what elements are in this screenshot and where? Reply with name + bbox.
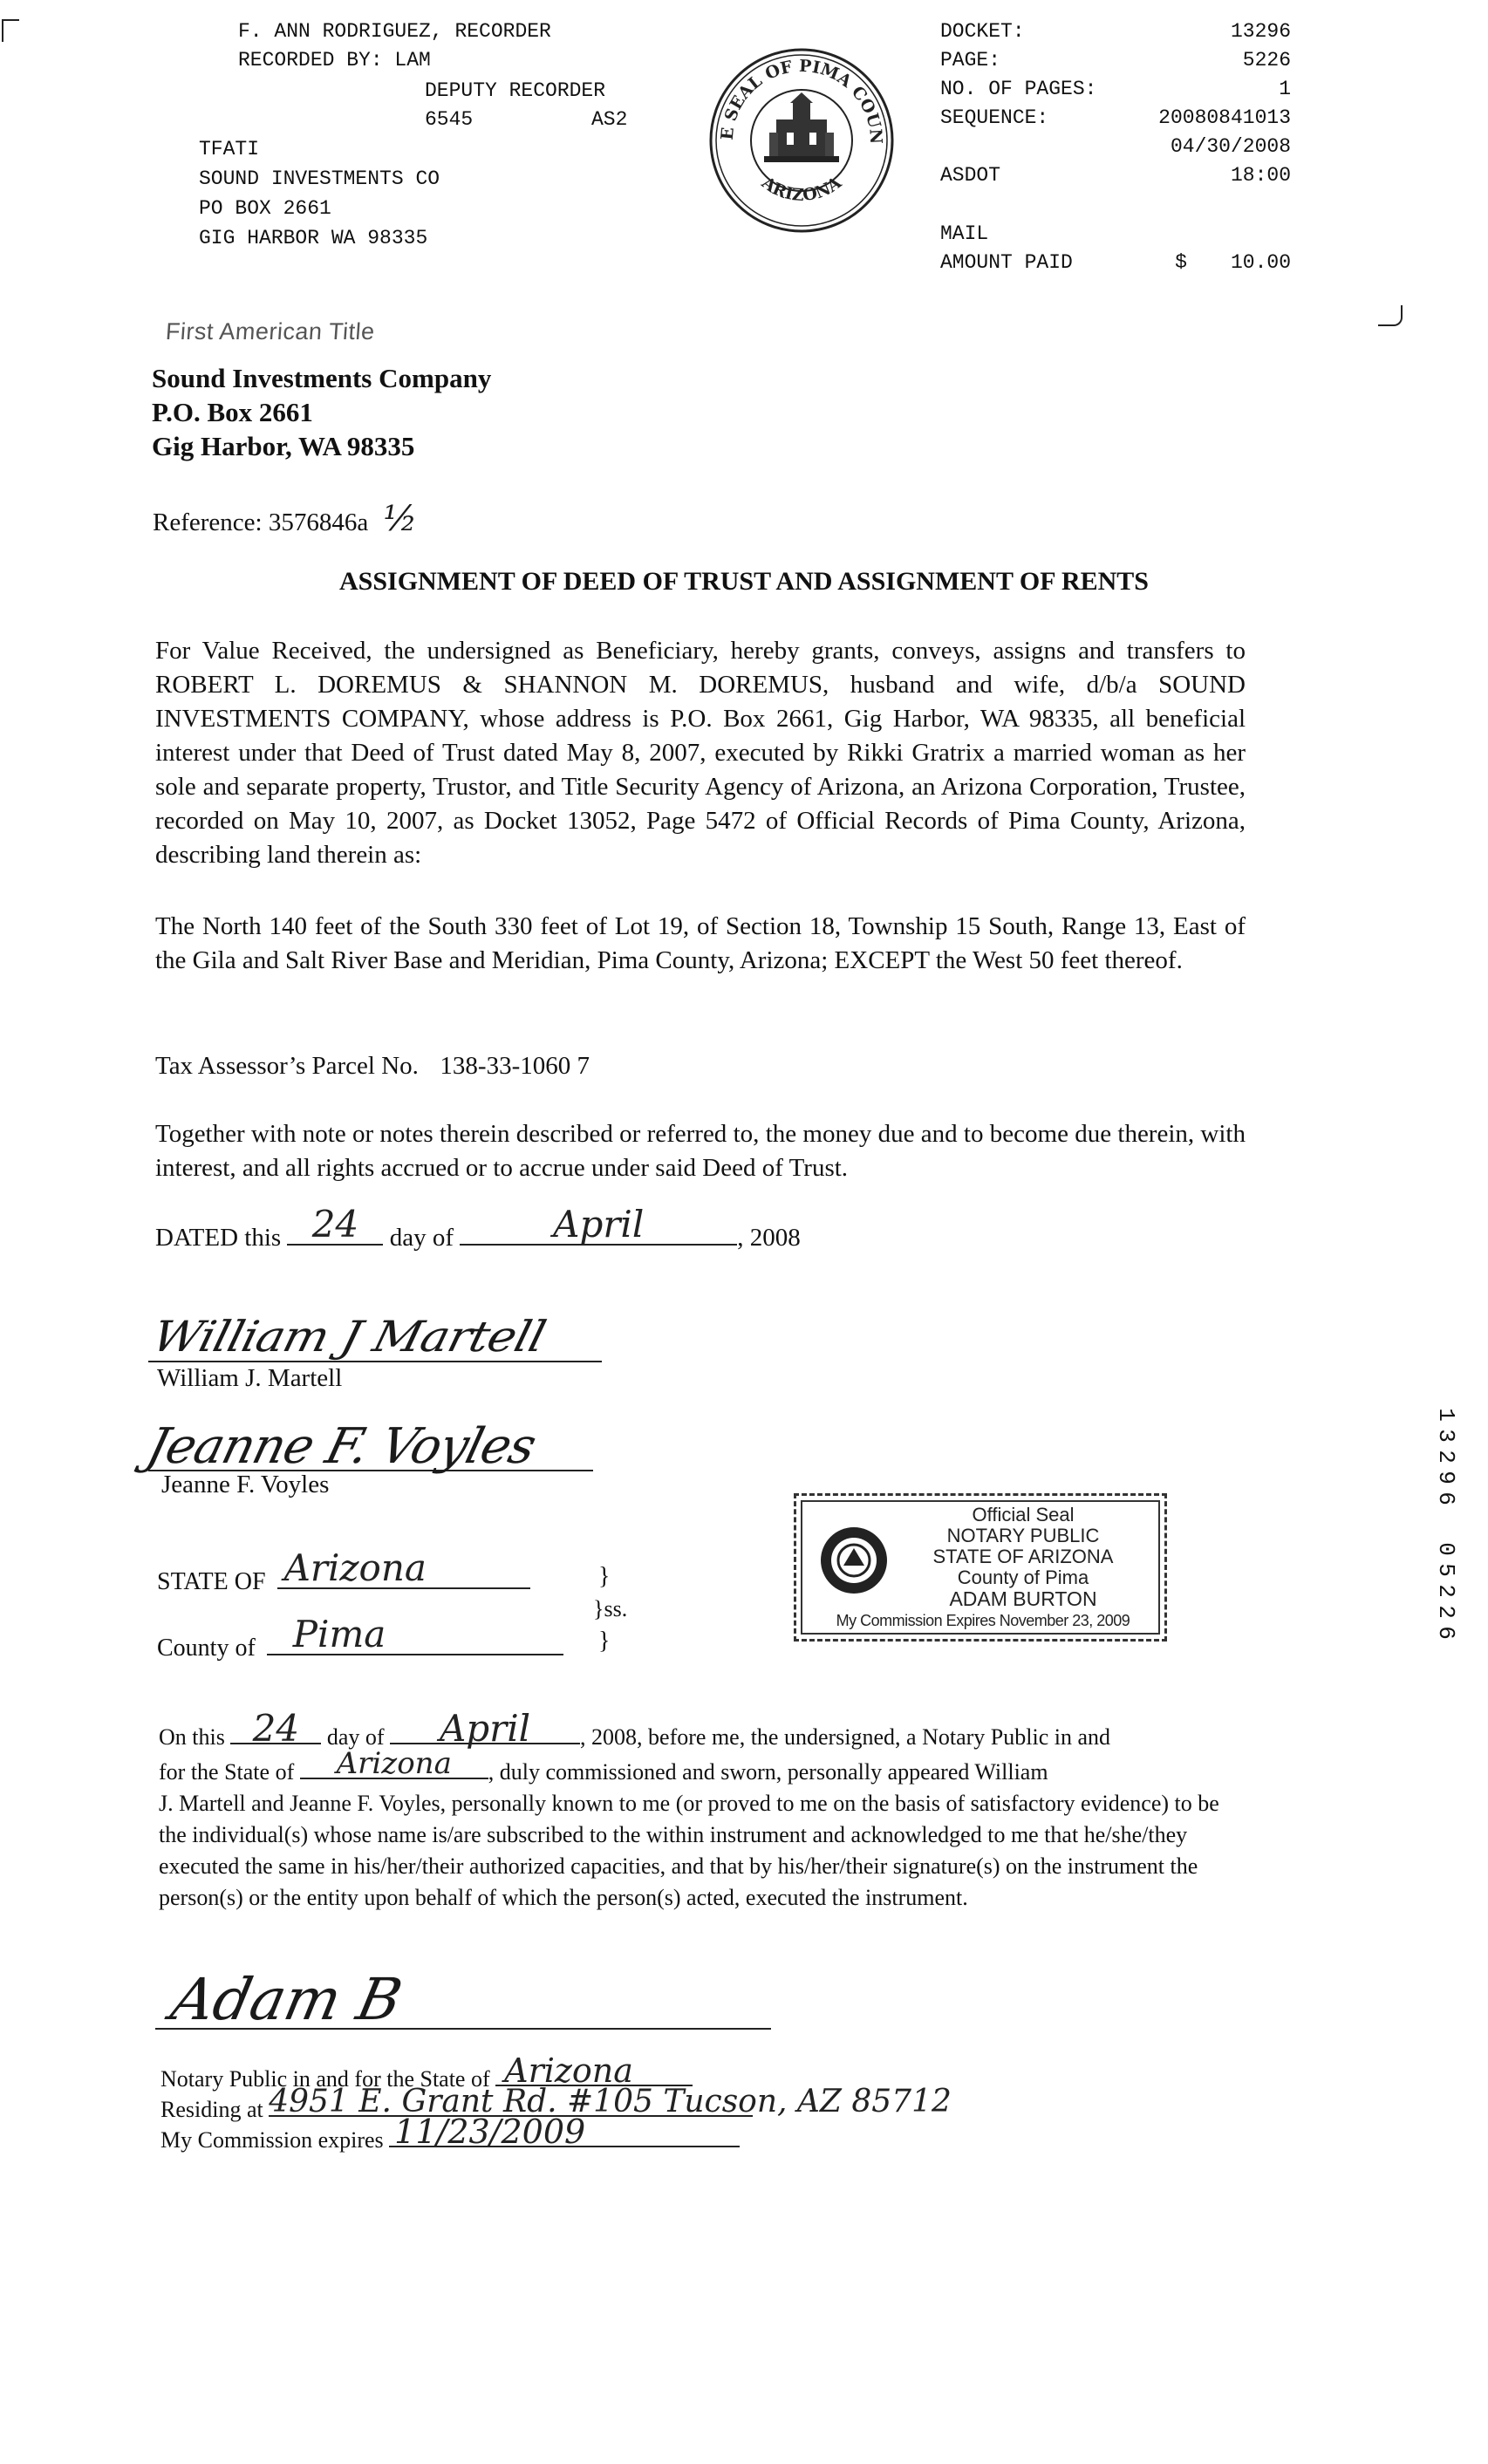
paragraph-assignment: For Value Received, the undersigned as Beneficiary, hereby grants, conveys, assigns and transfers to ROBERT L. DOREMUS & SHANNON M. DOREMUS, husband and wife, d/b/a SOUND INVESTMENTS COMPANY, whose address is P.O. Box 2661, Gig Harbor, WA 98335, all beneficial interest under that Deed of Trust dated May 8, 2007, executed by Rikki Gratrix a married woman as her sole and separate property, Trustor, and Title Security Agency of Arizona, an Arizona Corporation, Trustee, recorded on May 10, 2007, as Docket 13052, Page 5472 of Official Records of Pima County, Arizona, describing land therein as: — [155, 637, 1246, 869]
notary-expires: 11/23/2009 — [394, 2112, 586, 2151]
return-city: GIG HARBOR WA 98335 — [199, 227, 428, 249]
ack-after-state: , duly commissioned and sworn, personally appeared William — [488, 1759, 1048, 1785]
return-name: SOUND INVESTMENTS CO — [199, 167, 440, 190]
dated-day-of: day of — [389, 1224, 454, 1252]
county-value: Pima — [292, 1613, 386, 1655]
arizona-seal-icon — [819, 1525, 889, 1595]
pages-value: 1 — [1279, 78, 1291, 100]
notary-block — [160, 2051, 1120, 2153]
county-seal-icon — [706, 45, 897, 235]
margin-stamp-char: 9 — [1433, 1471, 1459, 1485]
dated-year: , 2008 — [737, 1224, 801, 1252]
venue-ss: }ss. — [593, 1596, 628, 1621]
paragraph-together: Together with note or notes therein described or referred to, the money due and to become due therein, with interest, and all rights accrued or to accrue under said Deed of Trust. — [155, 1120, 1246, 1182]
record-date: 04/30/2008 — [1170, 135, 1291, 158]
return-box: PO BOX 2661 — [199, 197, 331, 220]
margin-stamp — [1430, 1404, 1462, 1643]
amount-value: 10.00 — [1230, 251, 1291, 274]
signature-1-script: William J Martell — [147, 1312, 550, 1362]
ack-on-this: On this — [159, 1724, 225, 1750]
county-seal — [706, 45, 897, 235]
sequence-label: SEQUENCE: — [940, 106, 1049, 129]
return-label: TFATI — [199, 138, 260, 160]
venue-county — [157, 1613, 563, 1662]
margin-stamp-char: 6 — [1433, 1491, 1459, 1505]
notary-seal-line-3: STATE OF ARIZONA — [932, 1546, 1114, 1567]
ack-day: 24 — [252, 1707, 300, 1750]
dated-prefix: DATED this — [155, 1224, 282, 1252]
venue-brace-1: } — [598, 1563, 611, 1590]
dated-month: April — [553, 1203, 645, 1246]
margin-stamp-char: 2 — [1433, 1584, 1459, 1598]
reference-value: 3576846a — [268, 508, 369, 536]
dated-line — [155, 1203, 801, 1252]
docket-label: DOCKET: — [940, 20, 1025, 43]
signature-1 — [148, 1291, 602, 1362]
reference-line — [153, 499, 417, 539]
parcel-label: Tax Assessor’s Parcel No. — [155, 1052, 419, 1080]
notary-state: Arizona — [504, 2051, 633, 2090]
reference-label: Reference: — [153, 508, 263, 536]
mail-label: MAIL — [940, 222, 989, 245]
recorded-by: RECORDED BY: LAM — [238, 49, 431, 72]
signer-2-name: Jeanne F. Voyles — [161, 1471, 330, 1498]
notary-line-1: Notary Public in and for the State of — [160, 2066, 490, 2092]
margin-stamp-char: 0 — [1433, 1542, 1459, 1556]
county-label: County of — [157, 1635, 256, 1662]
venue-state — [157, 1546, 530, 1596]
paragraph-legal-description: The North 140 feet of the South 330 feet of Lot 19, of Section 18, Township 15 South, Range 13, East of the Gila and Salt River Base and Meridian, Pima County, Arizona; EXCEPT the West 50 feet thereof. — [155, 912, 1246, 974]
svg-text:THE SEAL OF PIMA COUNTY: E SEAL OF PIMA COUN — [717, 56, 886, 145]
recorder-code: 6545 — [425, 108, 474, 131]
ack-state: Arizona — [336, 1746, 452, 1781]
venue-brace-2: } — [598, 1628, 611, 1655]
addressee-block — [152, 361, 491, 463]
notary-signature-script: Adam B — [165, 1966, 408, 2033]
ack-rest: J. Martell and Jeanne F. Voyles, personally known to me (or proved to me on the basis of satisfactory evidence) to be the individual(s) whose name is/are subscribed to the within instrument and acknowledged to me that he/she/they executed the same in his/her/their authorized capacities, and that by his/her/their signature(s) on the instrument the person(s) or the entity upon behalf of which the person(s) acted, executed the instrument. — [159, 1791, 1219, 1910]
state-value: Arizona — [283, 1546, 427, 1589]
parcel-value: 138-33-1060 7 — [440, 1052, 590, 1080]
page-label: PAGE: — [940, 49, 1001, 72]
notary-line-3: My Commission expires — [160, 2127, 384, 2153]
margin-stamp-char: 2 — [1433, 1605, 1459, 1619]
reference-mark: ½ — [383, 499, 418, 539]
notary-seal-line-5: ADAM BURTON — [949, 1587, 1097, 1610]
notary-seal-line-4: County of Pima — [957, 1566, 1089, 1588]
title-company-stamp: First American Title — [164, 318, 376, 345]
margin-stamp-char: 5 — [1433, 1563, 1459, 1577]
notary-seal-line-1: Official Seal — [972, 1504, 1075, 1525]
addressee-box: P.O. Box 2661 — [152, 397, 313, 427]
state-label: STATE OF — [157, 1568, 266, 1595]
record-time: 18:00 — [1230, 164, 1291, 187]
corner-mark — [2, 19, 19, 42]
margin-stamp-char: 6 — [1433, 1626, 1459, 1640]
margin-stamp-char: 2 — [1433, 1450, 1459, 1464]
notary-seal-stamp — [794, 1493, 1167, 1642]
parcel-line — [155, 1049, 1246, 1083]
ack-after-month: , 2008, before me, the undersigned, a Notary Public in and — [580, 1724, 1110, 1750]
ack-month: April — [439, 1707, 531, 1750]
pages-label: NO. OF PAGES: — [940, 78, 1097, 100]
addressee-city: Gig Harbor, WA 98335 — [152, 431, 415, 461]
recording-info — [940, 17, 1291, 277]
deputy-recorder: DEPUTY RECORDER — [425, 79, 606, 102]
signer-1-name: William J. Martell — [157, 1364, 343, 1392]
acknowledgment — [159, 1707, 1240, 1914]
recorder-code-2: AS2 — [591, 108, 628, 131]
margin-stamp-char: 3 — [1433, 1429, 1459, 1443]
notary-seal-line-2: NOTARY PUBLIC — [946, 1525, 1100, 1546]
notary-line-2: Residing at — [160, 2097, 263, 2122]
svg-text:ARIZONA: ARIZONA — [758, 173, 845, 206]
margin-stamp-char: 1 — [1433, 1408, 1459, 1422]
asdot-label: ASDOT — [940, 164, 1001, 187]
notary-residence: 4951 E. Grant Rd. #105 Tucson, AZ 85712 — [269, 2084, 952, 2119]
corner-mark-right — [1378, 305, 1403, 326]
amount-currency: $ — [1175, 251, 1187, 274]
notary-signature — [155, 1962, 771, 2033]
page-value: 5226 — [1242, 49, 1291, 72]
notary-seal-line-6: My Commission Expires November 23, 2009 — [836, 1612, 1130, 1629]
signature-2-script: Jeanne F. Voyles — [140, 1418, 542, 1475]
document-title: ASSIGNMENT OF DEED OF TRUST AND ASSIGNMENT OF RENTS — [339, 567, 1149, 596]
sequence-value: 20080841013 — [1158, 106, 1291, 129]
ack-day-of: day of — [326, 1724, 385, 1750]
ack-for-state: for the State of — [159, 1759, 295, 1785]
signature-2 — [140, 1400, 593, 1475]
recorder-name: F. ANN RODRIGUEZ, RECORDER — [238, 20, 551, 43]
amount-label: AMOUNT PAID — [940, 251, 1073, 274]
docket-value: 13296 — [1230, 20, 1291, 43]
addressee-name: Sound Investments Company — [152, 363, 492, 393]
dated-day: 24 — [311, 1203, 359, 1246]
